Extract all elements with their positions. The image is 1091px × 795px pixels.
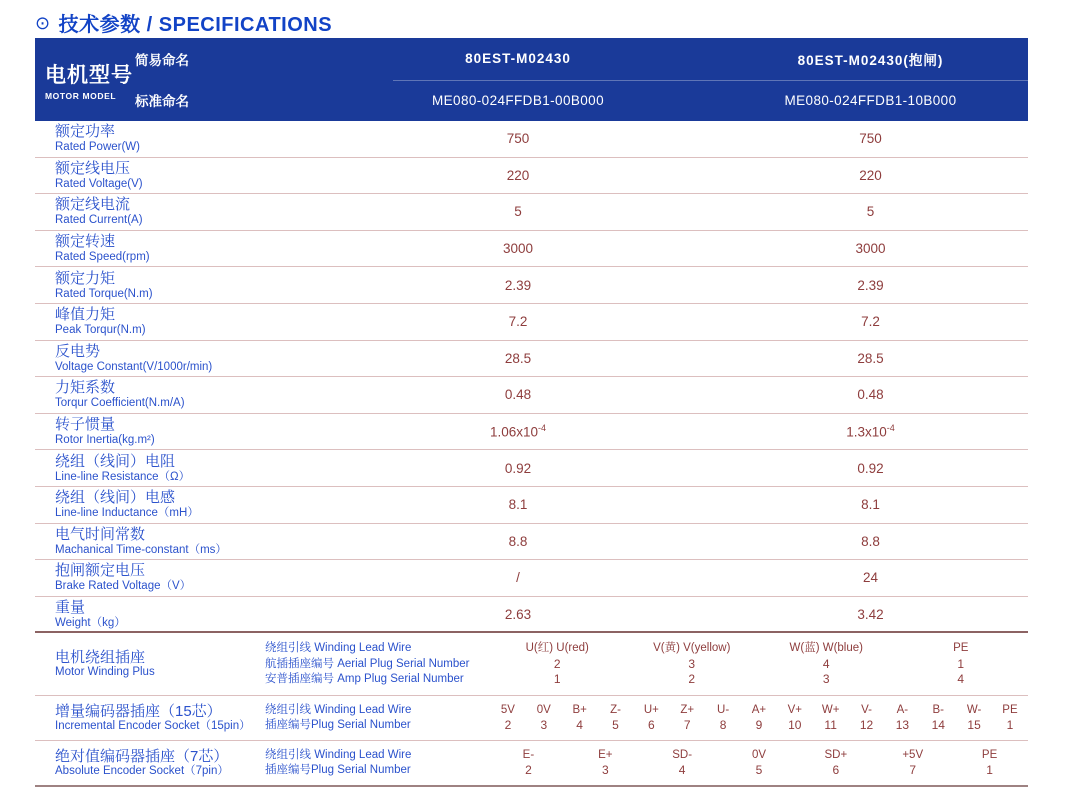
- spec-value-col1: 220: [506, 167, 530, 183]
- pin: A+ 9: [751, 703, 767, 733]
- spec-value-col1: 8.8: [508, 533, 528, 549]
- winding-group-u: U(红) U(red) 2 1: [525, 642, 589, 687]
- spec-value-col1: 0.92: [504, 460, 532, 476]
- header-divider-line: [393, 80, 1028, 81]
- spec-value-col2: 220: [859, 167, 882, 183]
- naming-labels: [135, 38, 393, 121]
- spec-value-col2: 2.39: [857, 277, 884, 293]
- pin: SD+ 6: [824, 748, 848, 778]
- pin: E- 2: [522, 748, 535, 778]
- spec-value-col2: 3.42: [857, 606, 884, 622]
- spec-label-en: Line-line Inductance（mH）: [55, 507, 199, 520]
- spec-label-zh: 重量: [55, 598, 86, 616]
- spec-value-col2: 3000: [855, 241, 886, 257]
- winding-plug-row: [35, 633, 1028, 696]
- spec-row-rated-speed: [35, 231, 1028, 268]
- pin: A- 13: [895, 703, 910, 733]
- spec-value-col2: 750: [859, 131, 882, 147]
- spec-label-zh: 峰值力矩: [55, 306, 116, 324]
- spec-value-col2: $1.3x10^{-4}$: [846, 423, 895, 440]
- spec-value-col1: /: [516, 570, 520, 586]
- spec-row-voltage-constant: [35, 341, 1028, 378]
- spec-value-col1: 3000: [502, 241, 534, 257]
- spec-value-col2: 0.48: [857, 387, 884, 403]
- spec-label-zh: 额定线电压: [55, 159, 131, 177]
- spec-label-en: Rated Power(W): [55, 141, 140, 154]
- spec-value-col2: 5: [866, 204, 875, 220]
- spec-label-zh: 额定功率: [55, 123, 116, 141]
- winding-group-v: V(黄) V(yellow) 3 2: [653, 642, 731, 687]
- spec-label-zh: 转子惯量: [55, 416, 116, 434]
- spec-row-time-constant: [35, 524, 1028, 561]
- pin: 0V 3: [536, 703, 551, 733]
- standard-naming-label: 标准命名: [135, 94, 189, 110]
- winding-group-w: W(蓝) W(blue) 4 3: [789, 642, 863, 687]
- pin: B- 14: [931, 703, 945, 733]
- spec-value-col1: 2.39: [504, 277, 532, 293]
- spec-value-col2: 7.2: [861, 314, 880, 330]
- motor-model-label-zh: 电机型号: [45, 63, 133, 87]
- model-name-values: [393, 38, 1028, 121]
- pin: V- 12: [859, 703, 874, 733]
- pin: W- 15: [966, 703, 982, 733]
- spec-label-en: Brake Rated Voltage（V）: [55, 580, 192, 593]
- spec-row-line-resistance: [35, 450, 1028, 487]
- incremental-label-en: Incremental Encoder Socket（15pin）: [55, 719, 251, 732]
- spec-row-rated-voltage: [35, 158, 1028, 195]
- spec-row-line-inductance: [35, 487, 1028, 524]
- pin: 0V 5: [751, 748, 767, 778]
- spec-value-col2: 24: [862, 570, 879, 586]
- pin: Z- 5: [610, 703, 621, 733]
- spec-row-rated-current: [35, 194, 1028, 231]
- pin: W+ 11: [821, 703, 840, 733]
- spec-row-rotor-inertia: [35, 414, 1028, 451]
- exponent: -4: [538, 423, 547, 434]
- spec-value-col1: 7.2: [508, 314, 528, 330]
- spec-label-zh: 额定线电流: [55, 196, 131, 214]
- spec-label-zh: 额定转速: [55, 233, 116, 251]
- winding-sublabels: 绕组引线 Winding Lead Wire 航插插座编号 Aerial Plug Serial Number 安普插座编号 Amp Plug Serial Number: [265, 642, 470, 686]
- motor-model-header: [35, 38, 1028, 121]
- pin: U- 8: [717, 703, 730, 733]
- model2-standard-name: ME080-024FFDB1-10B000: [784, 92, 957, 108]
- incremental-label-zh: 增量编码器插座（15芯）: [55, 702, 222, 720]
- spec-value-col2: 8.8: [861, 533, 880, 549]
- absolute-encoder-row: [35, 741, 1028, 787]
- simple-naming-label: 简易命名: [135, 52, 189, 68]
- spec-value-col2: 28.5: [857, 350, 884, 366]
- absolute-pin-values: [490, 748, 1028, 779]
- spec-value-col2: 0.92: [857, 460, 884, 476]
- spec-value-col1: 8.1: [508, 497, 528, 513]
- pin: V+ 10: [787, 703, 802, 733]
- spec-label-en: Rated Current(A): [55, 214, 143, 227]
- spec-label-en: Torqur Coefficient(N.m/A): [55, 397, 185, 410]
- spec-label-en: Line-line Resistance（Ω）: [55, 470, 191, 483]
- spec-label-en: Machanical Time-constant（ms）: [55, 543, 227, 556]
- spec-label-zh: 力矩系数: [55, 379, 116, 397]
- page-title: [35, 8, 332, 37]
- page-title-text: 技术参数 / SPECIFICATIONS: [58, 14, 333, 36]
- spec-label-zh: 抱闸额定电压: [55, 562, 146, 580]
- spec-row-rated-torque: [35, 267, 1028, 304]
- winding-pin-values: [490, 641, 1028, 688]
- pin: PE 1: [981, 748, 998, 778]
- model2-simple-name: 80EST-M02430(抱闸): [797, 52, 944, 68]
- spec-row-torque-coefficient: [35, 377, 1028, 414]
- spec-value-col1: 5: [514, 204, 522, 220]
- spec-value-col2: 8.1: [861, 497, 880, 513]
- incremental-sublabels: 绕组引线 Winding Lead Wire 插座编号Plug Serial Number: [265, 703, 412, 732]
- spec-value-col1: $1.06x10^{-4}$: [489, 423, 547, 440]
- pin: PE 1: [1002, 703, 1018, 733]
- motor-model-label: [35, 38, 135, 121]
- spec-label-zh: 额定力矩: [55, 269, 116, 287]
- spec-value-col1: 0.48: [504, 387, 532, 403]
- absolute-label-en: Absolute Encoder Socket（7pin）: [55, 764, 229, 777]
- pin: B+ 4: [572, 703, 587, 733]
- spec-label-en: Voltage Constant(V/1000r/min): [55, 360, 213, 373]
- spec-label-zh: 反电势: [55, 342, 101, 360]
- spec-value-col1: 2.63: [504, 606, 532, 622]
- spec-label-en: Rated Torque(N.m): [55, 287, 153, 300]
- spec-label-en: Rated Speed(rpm): [55, 251, 150, 264]
- spec-label-zh: 电气时间常数: [55, 525, 146, 543]
- pin: SD- 4: [672, 748, 693, 778]
- spec-row-peak-torque: [35, 304, 1028, 341]
- exponent: -4: [886, 423, 895, 434]
- model1-standard-name: ME080-024FFDB1-00B000: [432, 92, 604, 108]
- spec-value-col1: 750: [506, 131, 530, 147]
- pin: +5V 7: [902, 748, 924, 778]
- spec-row-weight: [35, 597, 1028, 634]
- winding-label-en: Motor Winding Plus: [55, 665, 155, 678]
- absolute-label-zh: 绝对值编码器插座（7芯）: [55, 747, 229, 765]
- spec-row-rated-power: [35, 121, 1028, 158]
- spec-row-brake-voltage: [35, 560, 1028, 597]
- specs-table: [35, 121, 1028, 787]
- incremental-encoder-row: [35, 696, 1028, 741]
- pin: U+ 6: [643, 703, 659, 733]
- model1-simple-name: 80EST-M02430: [465, 51, 571, 67]
- pin: 5V 2: [500, 703, 515, 733]
- pin: E+ 3: [598, 748, 613, 778]
- spec-label-zh: 绕组（线间）电阻: [55, 452, 176, 470]
- spec-value-col1: 28.5: [504, 350, 532, 366]
- pin: Z+ 7: [680, 703, 695, 733]
- circle-dot-icon: ⊙: [35, 12, 51, 33]
- spec-label-en: Peak Torqur(N.m): [55, 324, 146, 337]
- spec-label-en: Rotor Inertia(kg.m²): [55, 434, 155, 447]
- winding-label-zh: 电机绕组插座: [55, 648, 146, 666]
- spec-label-zh: 绕组（线间）电感: [55, 489, 176, 507]
- spec-label-en: Weight（kg）: [55, 616, 126, 629]
- incremental-pin-values: [490, 703, 1028, 734]
- absolute-sublabels: 绕组引线 Winding Lead Wire 插座编号Plug Serial Number: [265, 748, 412, 777]
- motor-model-label-en: MOTOR MODEL: [45, 90, 117, 101]
- winding-group-pe: PE 1 4: [953, 642, 969, 687]
- spec-label-en: Rated Voltage(V): [55, 177, 143, 190]
